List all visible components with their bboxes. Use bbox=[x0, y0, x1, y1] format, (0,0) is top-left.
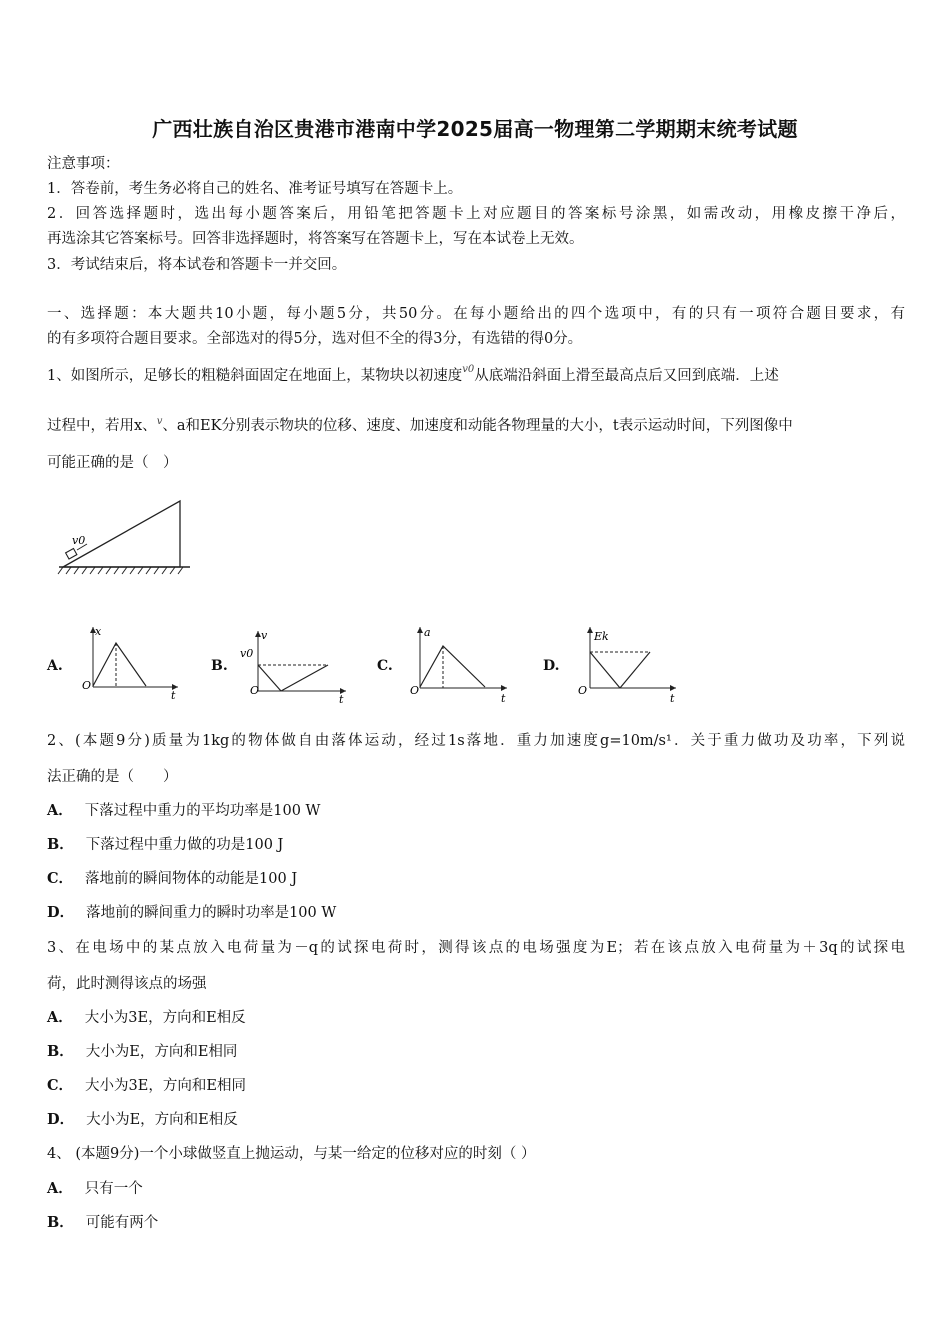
incline-figure bbox=[55, 495, 195, 580]
origin-label: O bbox=[578, 684, 588, 697]
notice-item: 1．答卷前，考生务必将自己的姓名、准考证号填写在答题卡上。 bbox=[47, 181, 463, 197]
question-1-text: 1、如图所示，足够长的粗糙斜面固定在地面上，某物块以初速度$^{v0}$从底端沿斜面上滑至最高点后又回到底端．上述 bbox=[47, 364, 779, 384]
graph-a bbox=[78, 622, 188, 702]
option-b-letter: B. bbox=[211, 658, 228, 674]
y-axis-label: Ek bbox=[594, 630, 609, 643]
q2-option-d: D． 落地前的瞬间重力的瞬时功率是100 W bbox=[47, 904, 337, 921]
notice-heading: 注意事项： bbox=[47, 156, 120, 172]
notice-item: 2．回答选择题时，选出每小题答案后，用铅笔把答题卡上对应题目的答案标号涂黑，如需改动，用橡皮擦干净后， bbox=[47, 206, 905, 222]
notice-item: 再选涂其它答案标号。回答非选择题时，将答案写在答题卡上，写在本试卷上无效。 bbox=[47, 231, 584, 247]
graph-c bbox=[405, 622, 515, 707]
x-axis-label: t bbox=[339, 693, 344, 706]
q3-option-d: D． 大小为E，方向和E相反 bbox=[47, 1111, 238, 1128]
x-axis-label: t bbox=[501, 692, 506, 705]
question-1-text: 过程中，若用x、$^v$、a和EK分别表示物块的位移、速度、加速度和动能各物理量的大小，t表示运动时间，下列图像中 bbox=[47, 416, 793, 434]
section-instructions: 一、选择题：本大题共10小题，每小题5分，共50分。在每小题给出的四个选项中，有的只有一项符合题目要求，有 bbox=[47, 306, 905, 322]
graph-b bbox=[238, 627, 353, 707]
v0-label: v0 bbox=[72, 534, 86, 547]
x-axis-label: t bbox=[171, 689, 176, 702]
question-1-text: 可能正确的是（ ） bbox=[47, 455, 178, 471]
graph-d bbox=[570, 622, 682, 707]
y-axis-label: x bbox=[95, 625, 102, 638]
q2-option-b: B． 下落过程中重力做的功是100 J bbox=[47, 836, 284, 853]
question-2-text: 2、(本题9分)质量为1kg的物体做自由落体运动，经过1s落地．重力加速度g=10m/s¹．关于重力做功及功率，下列说 bbox=[47, 733, 905, 749]
question-4-text: 4、 (本题9分)一个小球做竖直上抛运动，与某一给定的位移对应的时刻（ ） bbox=[47, 1146, 536, 1162]
option-d-letter: D. bbox=[543, 658, 560, 674]
origin-label: O bbox=[250, 684, 260, 697]
q3-option-b: B． 大小为E，方向和E相同 bbox=[47, 1043, 238, 1060]
q4-option-a: A． 只有一个 bbox=[47, 1180, 143, 1197]
v0-tick-label: v0 bbox=[240, 647, 254, 660]
question-3-text: 荷，此时测得该点的场强 bbox=[47, 976, 207, 992]
q3-option-a: A． 大小为3E，方向和E相反 bbox=[47, 1009, 246, 1026]
q2-option-c: C． 落地前的瞬间物体的动能是100 J bbox=[47, 870, 298, 887]
section-instructions: 的有多项符合题目要求。全部选对的得5分，选对但不全的得3分，有选错的得0分。 bbox=[47, 331, 583, 347]
v-symbol: v bbox=[156, 416, 163, 427]
option-c-letter: C. bbox=[377, 658, 393, 674]
q4-option-b: B． 可能有两个 bbox=[47, 1214, 159, 1231]
question-2-text: 法正确的是（ ） bbox=[47, 769, 178, 785]
q2-option-a: A． 下落过程中重力的平均功率是100 W bbox=[47, 802, 321, 819]
origin-label: O bbox=[410, 684, 420, 697]
question-3-text: 3、在电场中的某点放入电荷量为－q的试探电荷时，测得该点的电场强度为E；若在该点放入电荷量为＋3q的试探电 bbox=[47, 940, 905, 956]
y-axis-label: a bbox=[424, 626, 431, 639]
origin-label: O bbox=[82, 679, 92, 692]
v0-symbol: v0 bbox=[462, 364, 475, 375]
option-a-letter: A. bbox=[47, 658, 63, 674]
notice-item: 3．考试结束后，将本试卷和答题卡一并交回。 bbox=[47, 257, 347, 273]
page-title: 广西壮族自治区贵港市港南中学2025届高一物理第二学期期末统考试题 bbox=[152, 117, 798, 141]
x-axis-label: t bbox=[670, 692, 675, 705]
y-axis-label: v bbox=[261, 629, 268, 642]
q3-option-c: C． 大小为3E，方向和E相同 bbox=[47, 1077, 246, 1094]
